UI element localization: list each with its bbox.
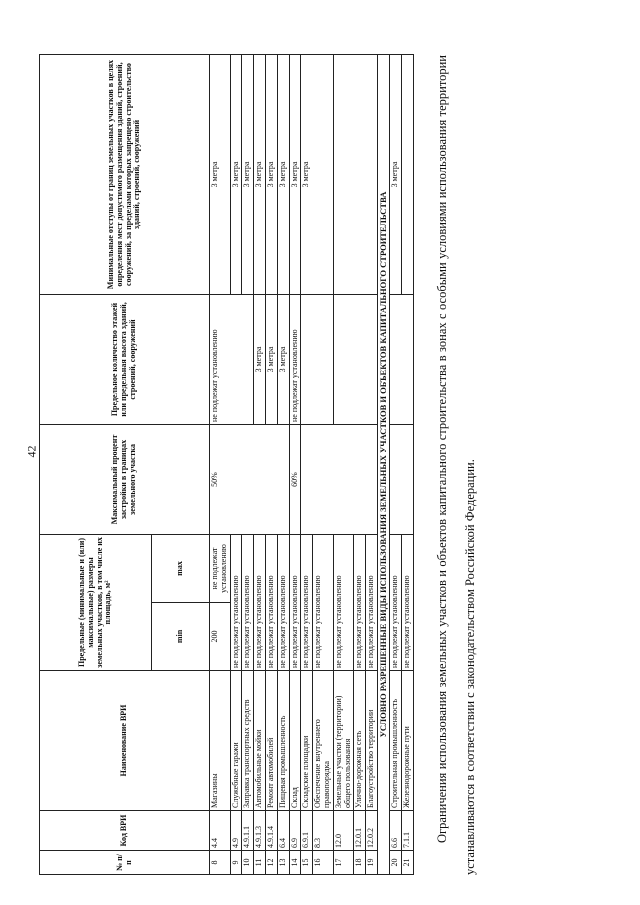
setback: 3 метра (265, 55, 277, 295)
header-max: max (152, 535, 210, 603)
restrictions-paragraph: Ограничения использования земельных участков и объектов капитального строительства в зонах с особыми условиями использования территории устанавливаются в соответствии с законодательством Российской Федерации. (434, 55, 478, 875)
header-setback: Минимальные отступы от границ земельных участков в целях определения мест допустимого размещения зданий, строений, сооружений, за пределами которых запрещено строительство зданий, строений, сооружений (40, 55, 210, 295)
row-name: Магазины (210, 671, 231, 811)
row-num: 13 (277, 851, 289, 875)
row-code: 12.0.2 (366, 811, 378, 851)
header-name: Наименование ВРИ (40, 671, 210, 811)
percent-empty (390, 425, 414, 535)
row-size: не подлежат установлению (354, 535, 366, 671)
row-size: не подлежат установлению (277, 535, 289, 671)
row-size: не подлежат установлению (366, 535, 378, 671)
percent-60: 60% (289, 425, 301, 535)
floors: 3 метра (265, 295, 277, 425)
floors-na-2: не подлежат установлению (289, 295, 301, 425)
row-name: Складские площадки (301, 671, 313, 811)
row-num: 9 (230, 851, 242, 875)
floors: 3 метра (254, 295, 266, 425)
row-num: 8 (210, 851, 231, 875)
row-name: Обеспечение внутреннего правопорядка (313, 671, 334, 811)
row-name: Строительная промышленность (390, 671, 402, 811)
setback: 3 метра (301, 55, 333, 295)
row-code: 4.4 (210, 811, 231, 851)
table-row (289, 55, 301, 875)
floors-empty (333, 295, 377, 425)
row-size: не подлежат установлению (242, 535, 254, 671)
row-num: 11 (254, 851, 266, 875)
row-code: 4.9.1.4 (265, 811, 277, 851)
table-row (301, 55, 313, 875)
row-num: 15 (301, 851, 313, 875)
row-name: Улично-дорожная сеть (354, 671, 366, 811)
percent-empty (301, 425, 378, 535)
row-name: Ремонт автомобилей (265, 671, 277, 811)
section-title: УСЛОВНО РАЗРЕШЕННЫЕ ВИДЫ ИСПОЛЬЗОВАНИЯ ЗЕМЕЛЬНЫХ УЧАСТКОВ И ОБЪЕКТОВ КАПИТАЛЬНОГО СТРОИТЕЛЬСТВА (377, 55, 389, 875)
row-num: 17 (333, 851, 354, 875)
row-code: 6.6 (390, 811, 402, 851)
setback: 3 метра (254, 55, 266, 295)
row-size: не подлежат установлению (301, 535, 313, 671)
setback: 3 метра (210, 55, 231, 295)
row-name: Служебные гаражи (230, 671, 242, 811)
header-code: Код ВРИ (40, 811, 210, 851)
rotated-page-content (39, 30, 567, 875)
page-number: 42 (24, 445, 39, 458)
row-size: не подлежат установлению (402, 535, 414, 671)
header-min: min (152, 603, 210, 671)
row-num: 21 (402, 851, 414, 875)
row-name: Автомобильные мойки (254, 671, 266, 811)
row-code: 6.9 (289, 811, 301, 851)
row-num: 12 (265, 851, 277, 875)
row-name: Заправка транспортных средств (242, 671, 254, 811)
setback: 3 метра (242, 55, 254, 295)
table-header-row (40, 55, 152, 875)
row-size: не подлежат установлению (265, 535, 277, 671)
row-code: 6.9.1 (301, 811, 313, 851)
row-code: 4.9.1.3 (254, 811, 266, 851)
setback: 3 метра (289, 55, 301, 295)
zoning-table (39, 54, 414, 875)
row-code: 8.3 (313, 811, 334, 851)
section-row (377, 55, 389, 875)
floors-na-1: не подлежат установлению (210, 295, 254, 425)
row-code: 6.4 (277, 811, 289, 851)
header-percent: Максимальный процент застройки в границах земельного участка (40, 425, 210, 535)
row-code: 4.9 (230, 811, 242, 851)
row-num: 20 (390, 851, 402, 875)
floors-empty (301, 295, 333, 425)
header-size: Предельные (минимальные и (или) максимальные) размеры земельных участков, в том числе их площадь, м² (40, 535, 152, 671)
row-name: Благоустройство территории (366, 671, 378, 811)
row-size: не подлежат установлению (254, 535, 266, 671)
percent-50: 50% (210, 425, 290, 535)
row-code: 4.9.1.1 (242, 811, 254, 851)
row-code: 7.1.1 (402, 811, 414, 851)
row-size: не подлежат установлению (230, 535, 242, 671)
row-size: не подлежат установлению (289, 535, 301, 671)
row-size: не подлежат установлению (313, 535, 334, 671)
floors-empty (390, 295, 414, 425)
row-num: 18 (354, 851, 366, 875)
setback-empty (333, 55, 377, 295)
setback: 3 метра (230, 55, 242, 295)
header-num: № п/п (40, 851, 210, 875)
row-code: 12.0.1 (354, 811, 366, 851)
row-num: 16 (313, 851, 334, 875)
row-name: Земельные участки (территории) общего пользования (333, 671, 354, 811)
row-num: 14 (289, 851, 301, 875)
row-num: 10 (242, 851, 254, 875)
table-row (390, 55, 402, 875)
setback-empty (402, 55, 414, 295)
row-name: Склад (289, 671, 301, 811)
header-floors: Предельное количество этажей или предельная высота зданий, строений, сооружений (40, 295, 210, 425)
row-size: не подлежат установлению (390, 535, 402, 671)
row-num: 19 (366, 851, 378, 875)
row-code: 12.0 (333, 811, 354, 851)
row-name: Пищевая промышленность (277, 671, 289, 811)
row-size: не подлежат установлению (333, 535, 354, 671)
row-name: Железнодорожные пути (402, 671, 414, 811)
setback: 3 метра (277, 55, 289, 295)
table-row (210, 55, 231, 875)
row-min: 200 (210, 603, 231, 671)
floors: 3 метра (277, 295, 289, 425)
row-max: не подлежат установлению (210, 535, 231, 603)
setback: 3 метра (390, 55, 402, 295)
